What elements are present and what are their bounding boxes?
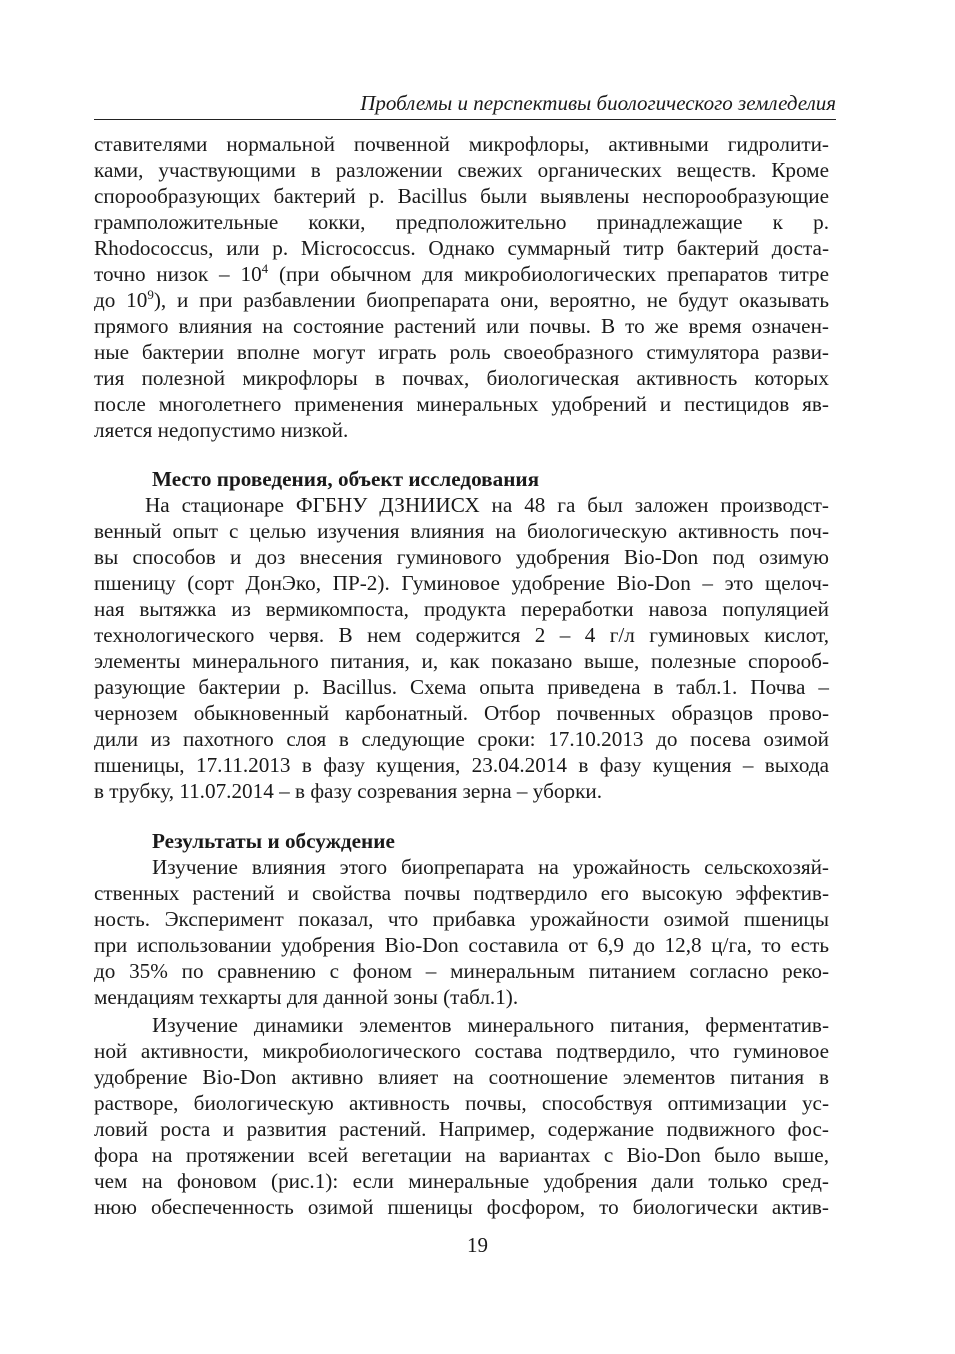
body-line: после многолетнего применения минеральных удобрений и пестицидов яв- bbox=[94, 392, 829, 416]
body-line: ловий роста и развития растений. Например, содержание подвижного фос- bbox=[94, 1117, 829, 1141]
body-line bbox=[94, 261, 829, 287]
page-number: 19 bbox=[467, 1233, 488, 1257]
header-rule bbox=[94, 119, 836, 120]
body-line: до 35% по сравнению с фоном – минеральным питанием согласно реко- bbox=[94, 959, 829, 983]
body-line: тия полезной микрофлоры в почвах, биологическая активность которых bbox=[94, 366, 829, 390]
body-line: Изучение влияния этого биопрепарата на урожайность сельскохозяй- bbox=[152, 855, 829, 879]
body-line: Rhodococcus, или р. Micrococcus. Однако суммарный титр бактерий доста- bbox=[94, 236, 829, 260]
body-line: ной активности, микробиологического состава подтвердило, что гуминовое bbox=[94, 1039, 829, 1063]
body-line: фора на протяжении всей вегетации на вариантах с Bio-Don было выше, bbox=[94, 1143, 829, 1167]
body-line: элементы минерального питания, и, как показано выше, полезные спорооб- bbox=[94, 649, 829, 673]
body-line: при использовании удобрения Bio-Don составила от 6,9 до 12,8 ц/га, то есть bbox=[94, 933, 829, 957]
section-heading: Место проведения, объект исследования bbox=[152, 467, 540, 491]
body-text: (при обычном для микробиологических препаратов титре bbox=[268, 262, 829, 286]
body-line: ные бактерии вполне могут играть роль своеобразного стимулятора разви- bbox=[94, 340, 829, 364]
body-line: дили из пахотного слоя в следующие сроки: 17.10.2013 до посева озимой bbox=[94, 727, 829, 751]
body-text: ), и при разбавлении биопрепарата они, вероятно, не будут оказывать bbox=[153, 288, 830, 312]
body-line: вы способов и доз внесения гуминового удобрения Bio-Don под озимую bbox=[94, 545, 829, 569]
body-line: чернозем обыкновенный карбонатный. Отбор почвенных образцов прово- bbox=[94, 701, 829, 725]
body-line: венный опыт с целью изучения влияния на биологическую активность поч- bbox=[94, 519, 829, 543]
superscript-exponent: 9 bbox=[147, 287, 154, 302]
body-line: нюю обеспеченность озимой пшеницы фосфором, то биологически актив- bbox=[94, 1195, 829, 1219]
body-line: ками, участвующими в разложении свежих органических веществ. Кроме bbox=[94, 158, 829, 182]
body-text: точно низок – 10 bbox=[94, 262, 262, 286]
body-line: спорообразующих бактерий р. Bacillus были выявлены неспорообразующие bbox=[94, 184, 829, 208]
body-line: ляется недопустимо низкой. bbox=[94, 418, 349, 442]
body-line: ность. Эксперимент показал, что прибавка урожайности озимой пшеницы bbox=[94, 907, 829, 931]
body-line: ставителями нормальной почвенной микрофлоры, активными гидролити- bbox=[94, 132, 829, 156]
body-line: в трубку, 11.07.2014 – в фазу созревания зерна – уборки. bbox=[94, 779, 603, 803]
superscript-exponent: 4 bbox=[261, 261, 269, 276]
body-line: На стационаре ФГБНУ ДЗНИИСХ на 48 га был заложен производст- bbox=[145, 493, 829, 517]
body-line: разующие бактерии р. Bacillus. Схема опыта приведена в табл.1. Почва – bbox=[94, 675, 829, 699]
body-line: удобрение Bio-Don активно влияет на соотношение элементов питания в bbox=[94, 1065, 829, 1089]
body-line: ная вытяжка из вермикомпоста, продукта переработки навоза популяцией bbox=[94, 597, 829, 621]
body-line bbox=[94, 287, 829, 313]
body-line: прямого влияния на состояние растений или почвы. В то же время означен- bbox=[94, 314, 829, 338]
body-line: чем на фоновом (рис.1): если минеральные удобрения дали только сред- bbox=[94, 1169, 829, 1193]
body-line: Изучение динамики элементов минерального питания, ферментатив- bbox=[152, 1013, 829, 1037]
body-line: ственных растений и свойства почвы подтвердило его высокую эффектив- bbox=[94, 881, 829, 905]
body-line: технологического червя. В нем содержится 2 – 4 г/л гуминовых кислот, bbox=[94, 623, 829, 647]
section-heading: Результаты и обсуждение bbox=[152, 829, 395, 853]
body-line: пшеницу (сорт ДонЭко, ПР-2). Гуминовое удобрение Bio-Don – это щелоч- bbox=[94, 571, 829, 595]
body-line: пшеницы, 17.11.2013 в фазу кущения, 23.04.2014 в фазу кущения – выхода bbox=[94, 753, 829, 777]
body-line: мендациям техкарты для данной зоны (табл.1). bbox=[94, 985, 519, 1009]
body-line: растворе, биологическую активность почвы, способствуя оптимизации ус- bbox=[94, 1091, 829, 1115]
running-header: Проблемы и перспективы биологического земледелия bbox=[360, 91, 836, 115]
body-text: до 10 bbox=[94, 288, 148, 312]
body-line: грамположительные кокки, предположительно принадлежащие к р. bbox=[94, 210, 829, 234]
